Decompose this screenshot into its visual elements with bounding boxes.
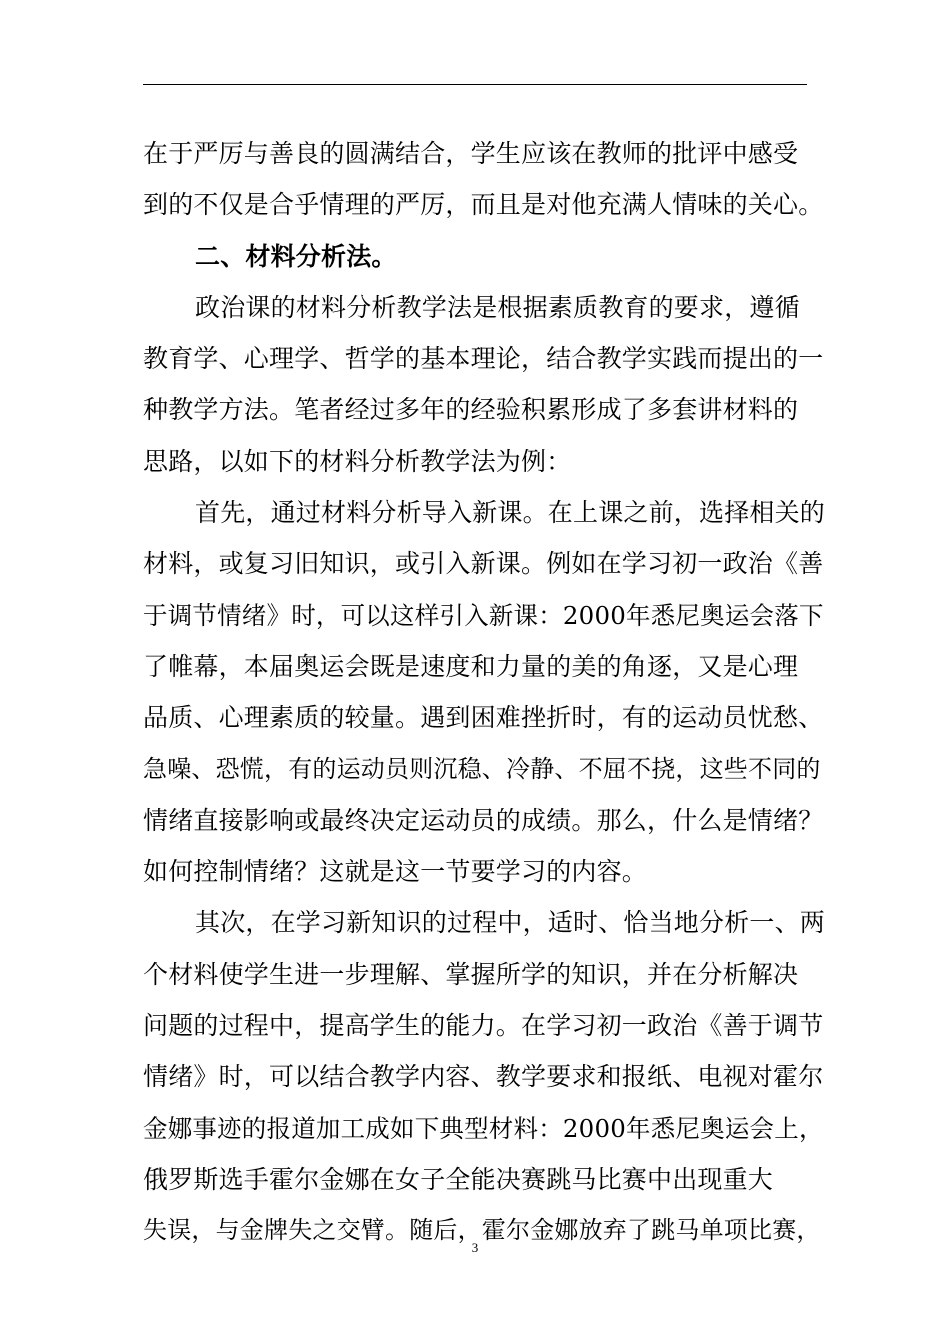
text-line: 俄罗斯选手霍尔金娜在女子全能决赛跳马比赛中出现重大 [143, 1164, 774, 1194]
text-line: 于调节情绪》时，可以这样引入新课：2000年悉尼奥运会落下 [143, 600, 824, 630]
page-number: 3 [471, 1240, 479, 1255]
text-line: 情绪》时，可以结合教学内容、教学要求和报纸、电视对霍尔 [143, 1062, 824, 1092]
text-line: 如何控制情绪？这就是这一节要学习的内容。 [143, 857, 648, 887]
text-line: 问题的过程中，提高学生的能力。在学习初一政治《善于调节 [143, 1011, 824, 1041]
header-rule [143, 84, 807, 85]
text-line: 政治课的材料分析教学法是根据素质教育的要求，遵循 [195, 292, 800, 322]
body-text [143, 128, 833, 1257]
section-heading: 二、材料分析法。 [195, 241, 397, 271]
text-line: 材料，或复习旧知识，或引入新课。例如在学习初一政治《善 [143, 549, 824, 579]
text-line: 种教学方法。笔者经过多年的经验积累形成了多套讲材料的 [143, 395, 799, 425]
text-line: 失误，与金牌失之交臂。随后，霍尔金娜放弃了跳马单项比赛， [143, 1216, 821, 1245]
text-line: 在于严厉与善良的圆满结合，学生应该在教师的批评中感受 [143, 139, 799, 168]
text-line: 思路，以如下的材料分析教学法为例： [143, 446, 572, 476]
text-line: 急噪、恐慌，有的运动员则沉稳、冷静、不屈不挠，这些不同的 [143, 754, 821, 783]
text-line: 首先，通过材料分析导入新课。在上课之前，选择相关的 [195, 498, 826, 528]
text-line: 到的不仅是合乎情理的严厉，而且是对他充满人情味的关心。 [143, 190, 824, 220]
text-line: 品质、心理素质的较量。遇到困难挫折时，有的运动员忧愁、 [143, 703, 824, 733]
text-line: 金娜事迹的报道加工成如下典型材料：2000年悉尼奥运会上， [143, 1113, 824, 1143]
text-line: 了帷幕，本届奥运会既是速度和力量的美的角逐，又是心理 [143, 651, 799, 681]
text-line: 其次，在学习新知识的过程中，适时、恰当地分析一、两 [195, 908, 826, 938]
text-line: 教育学、心理学、哲学的基本理论，结合教学实践而提出的一 [143, 344, 824, 374]
text-line: 个材料使学生进一步理解、掌握所学的知识，并在分析解决 [143, 959, 799, 989]
text-line: 情绪直接影响或最终决定运动员的成绩。那么，什么是情绪？ [143, 805, 824, 835]
